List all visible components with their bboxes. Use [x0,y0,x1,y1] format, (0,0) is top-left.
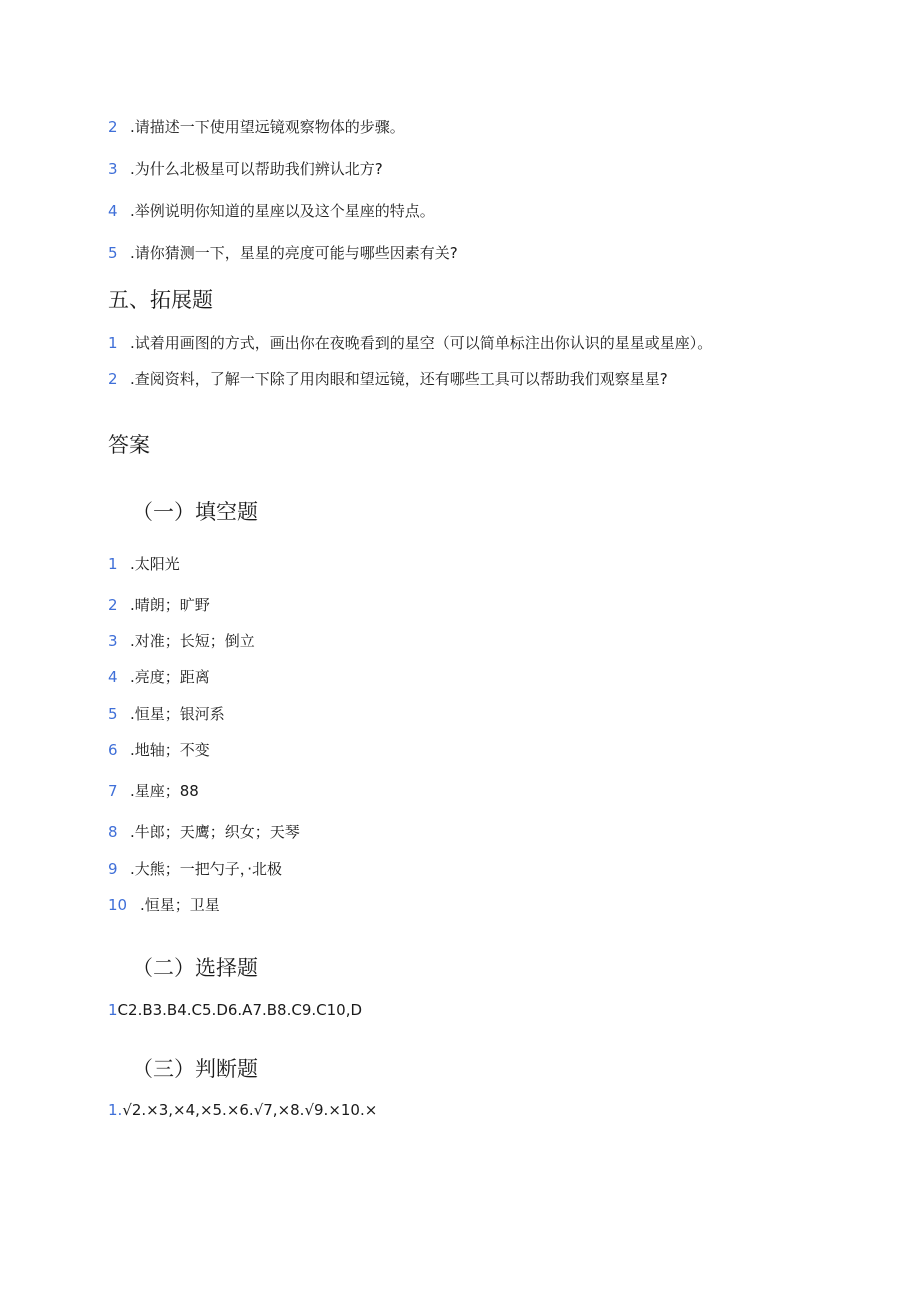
answer-text: .亮度；距离 [130,668,210,686]
question-number: 2 [108,118,118,136]
question-number: 1 [108,334,118,352]
question-item [108,201,435,221]
answer-number: 8 [108,823,118,841]
answer-item [108,740,210,760]
question-text: .举例说明你知道的星座以及这个星座的特点。 [130,202,435,220]
answer-item [108,667,210,687]
fill-blank-title: （一）填空题 [132,500,258,524]
answer-number: 4 [108,668,118,686]
answer-number: 7 [108,782,118,800]
question-item [108,333,712,353]
answer-item [108,631,255,651]
judge-answers [108,1100,377,1120]
question-item [108,117,405,137]
question-number: 4 [108,202,118,220]
question-item [108,159,383,179]
answer-number: 1 [108,1001,118,1019]
answer-number: 2 [108,596,118,614]
answer-item [108,704,225,724]
answer-number: 10 [108,896,128,914]
answer-number: 1 [108,555,118,573]
answer-number: 3 [108,632,118,650]
question-text: .为什么北极星可以帮助我们辨认北方? [130,160,383,178]
answer-text: .地轴；不变 [130,741,210,759]
answer-number: 9 [108,860,118,878]
choice-title: （二）选择题 [132,956,258,980]
question-item [108,243,458,263]
answer-text: .对准；长短；倒立 [130,632,255,650]
judge-title: （三）判断题 [132,1057,258,1081]
answers-title: 答案 [108,433,150,457]
answer-text: .晴朗；旷野 [130,596,210,614]
answer-text: .大熊；一把勺子，·北极 [130,860,283,878]
answer-text: .太阳光 [130,555,180,573]
section-title: 五、拓展题 [108,288,213,312]
question-text: .试着用画图的方式，画出你在夜晚看到的星空（可以简单标注出你认识的星星或星座）。 [130,334,713,352]
answer-text: C2.B3.B4.C5.D6.A7.B8.C9.C10,D [117,1001,363,1019]
answer-number: 5 [108,705,118,723]
answer-item [108,895,220,915]
answer-text: .恒星；卫星 [140,896,220,914]
question-text: .请你猜测一下，星星的亮度可能与哪些因素有关? [130,244,458,262]
answer-text: .星座；88 [130,782,199,800]
answer-item [108,554,180,574]
question-number: 5 [108,244,118,262]
answer-item [108,781,199,801]
answer-item [108,822,300,842]
question-text: .查阅资料，了解一下除了用肉眼和望远镜，还有哪些工具可以帮助我们观察星星? [130,370,668,388]
question-text: .请描述一下使用望远镜观察物体的步骤。 [130,118,405,136]
answer-number: 1. [108,1101,123,1119]
answer-text: √2.×3,×4,×5.×6.√7,×8.√9.×10.× [122,1101,378,1119]
question-number: 2 [108,370,118,388]
question-number: 3 [108,160,118,178]
question-item [108,369,668,389]
answer-number: 6 [108,741,118,759]
answer-text: .牛郎；天鹰；织女；天琴 [130,823,300,841]
choice-answers [108,1000,362,1020]
answer-item [108,859,282,879]
answer-item [108,595,210,615]
answer-text: .恒星；银河系 [130,705,225,723]
